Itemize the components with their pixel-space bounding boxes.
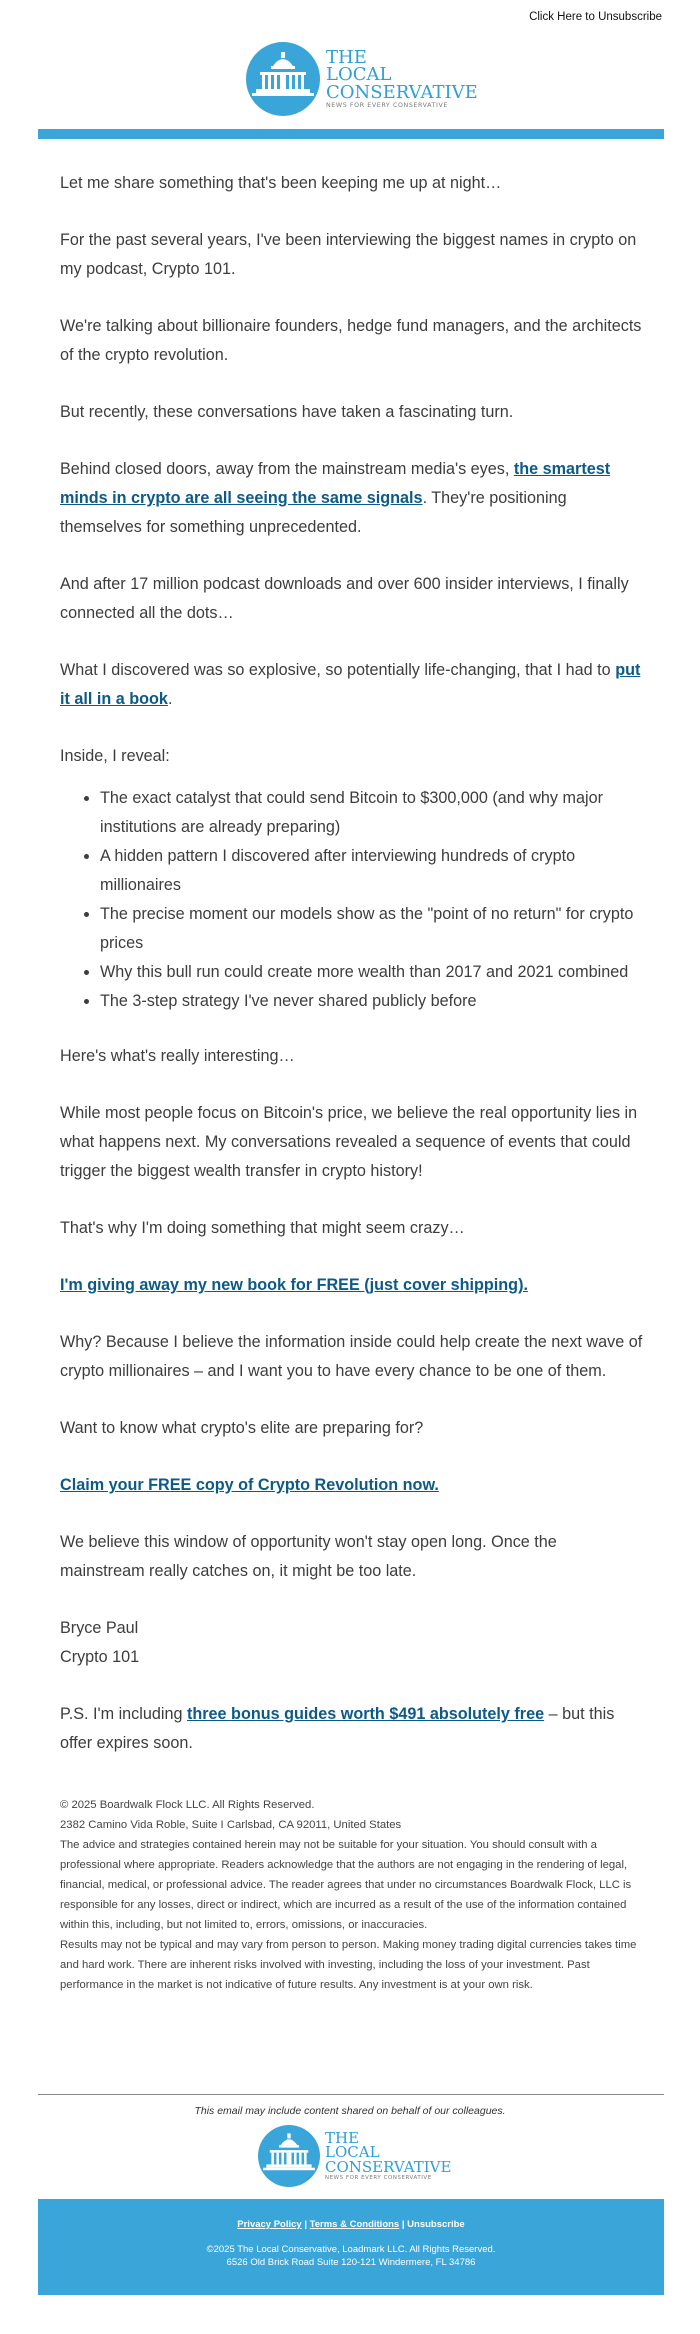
brand-line-2: LOCAL [326, 64, 392, 86]
footer-brand-logo[interactable] [258, 2125, 455, 2187]
free-book-link[interactable]: I'm giving away my new book for FREE (just cover shipping). [60, 1276, 528, 1294]
para-elite: Want to know what crypto's elite are preparing for? [60, 1419, 424, 1437]
para-why: Why? Because I believe the information inside could help create the next wave of crypto millionaires – and I want you to have every chance to be one of them. [60, 1333, 643, 1380]
list-item: • Why this bull run could create more wealth than 2017 and 2021 combined [100, 958, 660, 987]
legal-notice [60, 1795, 644, 1995]
claim-copy-link[interactable]: Claim your FREE copy of Crypto Revolution now. [60, 1476, 439, 1494]
para-crazy: That's why I'm doing something that might seem crazy… [60, 1219, 465, 1237]
legal-risk: Results may not be typical and may vary from person to person. Making money trading digital currencies takes time and hard work. There are inherent risks involved with investing, including the loss of your investment. Past performance in the market is not indicative of future results. Any investment is at your own risk. [60, 1939, 637, 1991]
para-signals: Behind closed doors, away from the mainstream media's eyes, the smartest minds in crypto are all seeing the same signals. They're positioning themselves for something unprecedented. [60, 460, 611, 536]
signature-org: Crypto 101 [60, 1648, 140, 1666]
para-intro: Let me share something that's been keeping me up at night… [60, 174, 502, 192]
brand-logo[interactable] [246, 42, 476, 116]
footer-unsubscribe-link[interactable]: Unsubscribe [407, 2219, 465, 2230]
para-turn: But recently, these conversations have taken a fascinating turn. [60, 403, 514, 421]
colleagues-note: This email may include content shared on behalf of our colleagues. [194, 2105, 506, 2117]
brand-tagline: NEWS FOR EVERY CONSERVATIVE [326, 101, 448, 109]
privacy-policy-link[interactable]: Privacy Policy [237, 2219, 302, 2230]
para-podcast: For the past several years, I've been interviewing the biggest names in crypto on my podcast, Crypto 101. [60, 231, 637, 278]
legal-disclaimer: The advice and strategies contained herein may not be suitable for your situation. You should consult with a professional where appropriate. Readers acknowledge that the authors are not engaging in the rendering of legal, financial, medical, or professional advice. The reader agrees that under no circumstances Boardwalk Flock, LLC is responsible for any losses, direct or indirect, which are incurred as a result of the use of the information contained within this, including, but not limited to, errors, omissions, or inaccuracies. [60, 1839, 632, 1931]
reveal-list [60, 784, 660, 1016]
para-reveal: Inside, I reveal: [60, 747, 170, 765]
para-guests: We're talking about billionaire founders, hedge fund managers, and the architects of the crypto revolution. [60, 317, 642, 364]
brand-tagline: NEWS FOR EVERY CONSERVATIVE [325, 2174, 432, 2181]
footer-bar [38, 2199, 664, 2295]
para-free-book [60, 1271, 644, 1300]
capitol-icon [246, 42, 320, 116]
para-book: What I discovered was so explosive, so potentially life-changing, that I had to put it all in a book. [60, 661, 641, 708]
unsubscribe-link[interactable]: Click Here to Unsubscribe [529, 11, 662, 23]
list-item: • A hidden pattern I discovered after interviewing hundreds of crypto millionaires [100, 842, 660, 900]
brand-line-2: LOCAL [325, 2143, 380, 2162]
footer-separator: | [401, 2219, 405, 2230]
legal-address: 2382 Camino Vida Roble, Suite I Carlsbad, CA 92011, United States [60, 1819, 402, 1831]
footer-copyright: ©2025 The Local Conservative, Loadmark LLC. All Rights Reserved. [206, 2244, 496, 2255]
signature-name: Bryce Paul [60, 1619, 139, 1637]
brand-line-1: THE [326, 47, 367, 69]
bonus-guides-link[interactable]: three bonus guides worth $491 absolutely free [186, 1705, 545, 1723]
brand-line-3: CONSERVATIVE [325, 2157, 452, 2176]
list-item: • The exact catalyst that could send Bitcoin to $300,000 (and why major institutions are already preparing) [100, 784, 660, 842]
para-window: We believe this window of opportunity won't stay open long. Once the mainstream really catches on, it might be too late. [60, 1533, 557, 1580]
smartest-minds-link[interactable]: the smartest minds in crypto are all seeing the same signals [60, 460, 611, 507]
brand-line-1: THE [325, 2129, 360, 2148]
brand-line-3: CONSERVATIVE [326, 81, 478, 103]
footer-divider [38, 2094, 664, 2095]
footer-links [38, 2219, 664, 2230]
header-divider [38, 129, 664, 139]
para-claim [60, 1471, 644, 1500]
para-opportunity: While most people focus on Bitcoin's price, we believe the real opportunity lies in what happens next. My conversations revealed a sequence of events that could trigger the biggest wealth transfer in crypto history! [60, 1104, 638, 1180]
legal-copyright: © 2025 Boardwalk Flock LLC. All Rights Reserved. [60, 1799, 315, 1811]
terms-link[interactable]: Terms & Conditions [309, 2219, 400, 2230]
para-dots: And after 17 million podcast downloads and over 600 insider interviews, I finally connected all the dots… [60, 575, 629, 622]
capitol-icon [258, 2125, 320, 2187]
book-link[interactable]: put it all in a book [60, 661, 641, 708]
list-item: • The 3-step strategy I've never shared publicly before [100, 987, 660, 1016]
para-interesting: Here's what's really interesting… [60, 1047, 295, 1065]
para-ps: P.S. I'm including three bonus guides worth $491 absolutely free – but this offer expires soon. [60, 1705, 615, 1752]
footer-address: 6526 Old Brick Road Suite 120-121 Windermere, FL 34786 [226, 2257, 476, 2268]
list-item: • The precise moment our models show as the "point of no return" for crypto prices [100, 900, 660, 958]
footer-separator: | [304, 2219, 308, 2230]
